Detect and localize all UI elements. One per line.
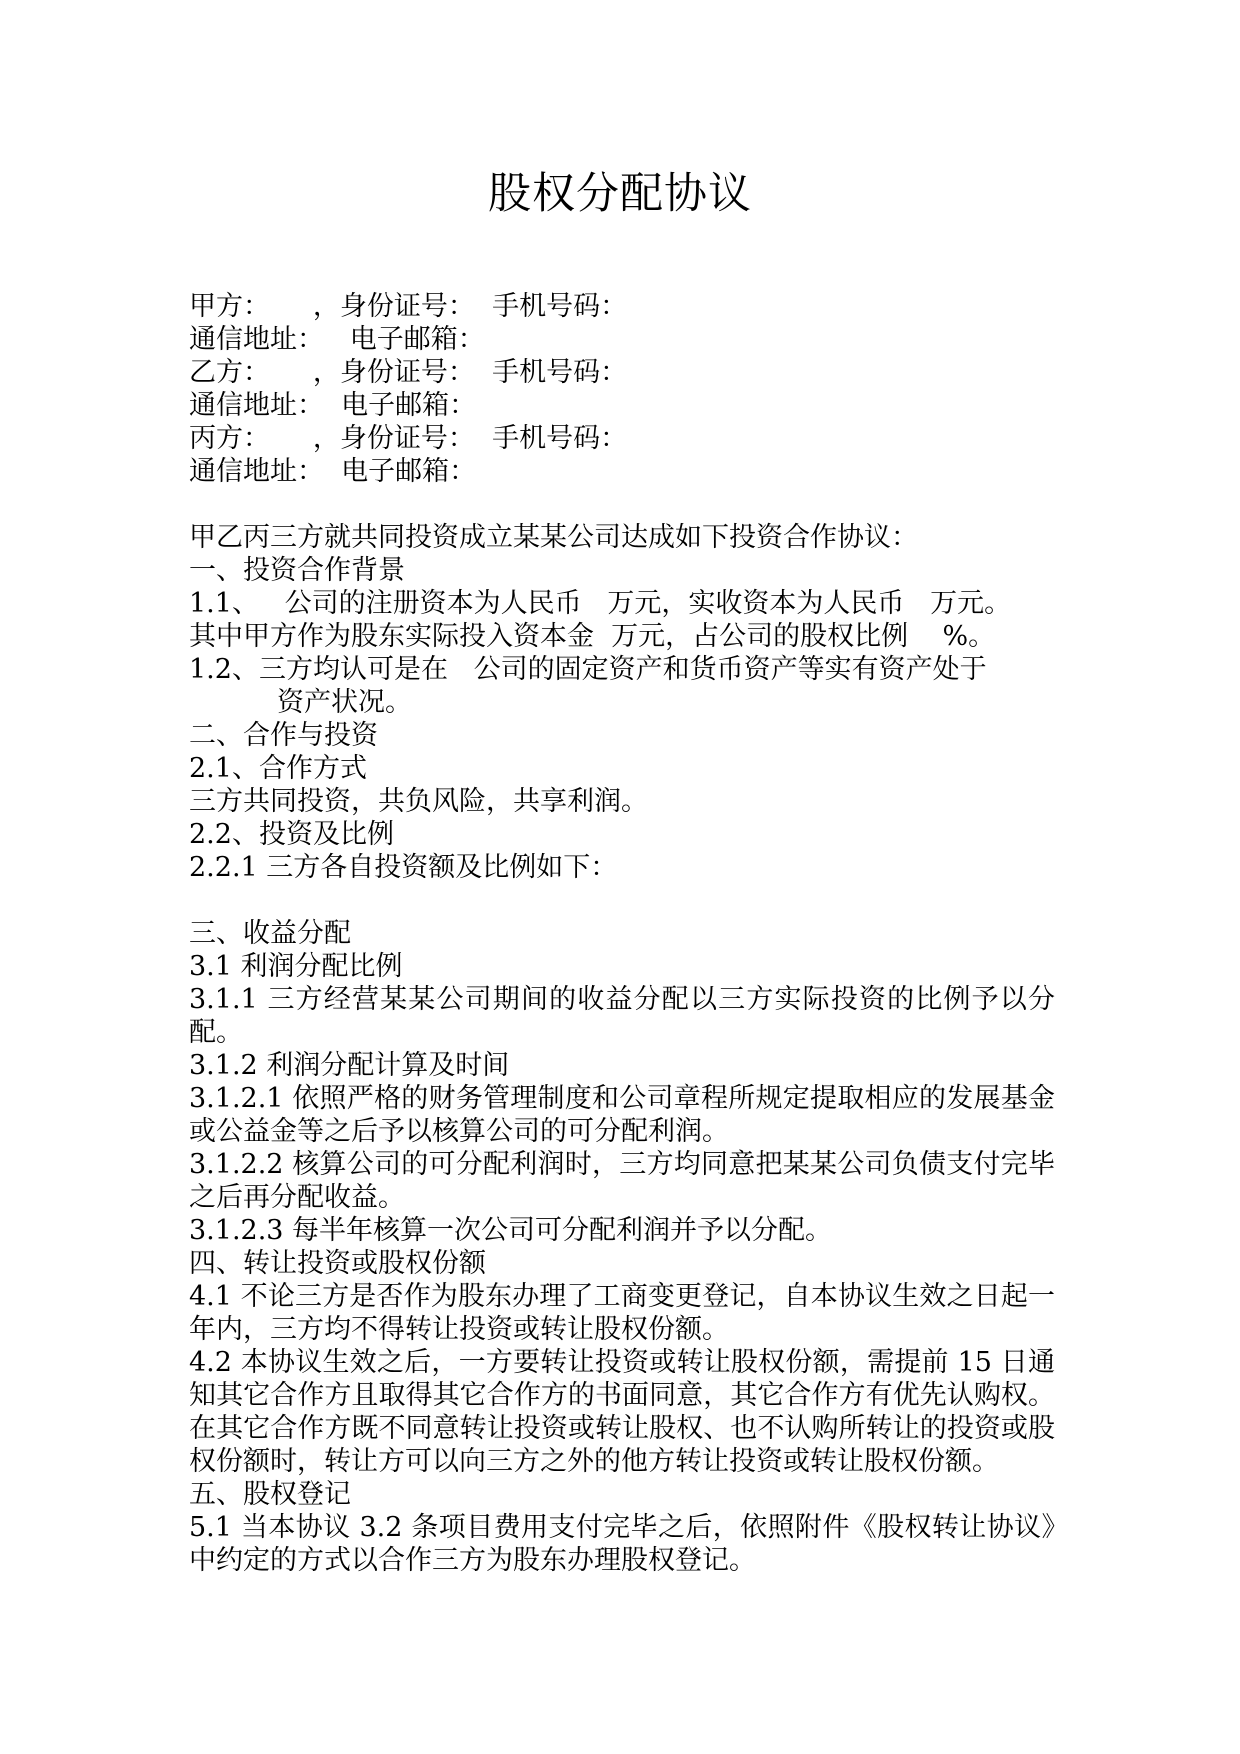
section-3-heading: 三、收益分配 [189, 918, 351, 949]
party-a-contact-line: 通信地址： 电子邮箱： [189, 324, 485, 355]
party-b-line: 乙方： ，身份证号： 手机号码： [189, 357, 628, 388]
section-4-heading: 四、转让投资或股权份额 [189, 1248, 486, 1279]
clause-2-2-heading: 2.2、投资及比例 [189, 819, 394, 850]
clause-1-1-line-1: 1.1、 公司的注册资本为人民币 万元，实收资本为人民币 万元。 [189, 588, 1012, 619]
clause-1-2-line-1: 1.2、三方均认可是在 公司的固定资产和货币资产等实有资产处于 [189, 654, 987, 685]
clause-3-1-2-2-text: 3.1.2.2 核算公司的可分配利润时，三方均同意把某某公司负债支付完毕之后再分配收益。 [189, 1149, 1055, 1213]
intro-paragraph: 甲乙丙三方就共同投资成立某某公司达成如下投资合作协议： [189, 522, 918, 553]
clause-1-1-line-2: 其中甲方作为股东实际投入资本金 万元，占公司的股权比例 %。 [189, 621, 996, 652]
clause-3-1-2-1-text: 3.1.2.1 依照严格的财务管理制度和公司章程所规定提取相应的发展基金或公益金等之后予以核算公司的可分配利润。 [189, 1083, 1055, 1147]
party-b-contact-line: 通信地址： 电子邮箱： [189, 390, 477, 421]
clause-2-1-text: 三方共同投资，共负风险，共享利润。 [189, 786, 648, 817]
party-a-line: 甲方： ，身份证号： 手机号码： [189, 291, 628, 322]
document-body [189, 290, 1055, 1577]
party-c-line: 丙方： ，身份证号： 手机号码： [189, 423, 628, 454]
clause-2-2-1-text: 2.2.1 三方各自投资额及比例如下： [189, 852, 618, 883]
clause-3-1-2-heading: 3.1.2 利润分配计算及时间 [189, 1050, 510, 1081]
section-1-heading: 一、投资合作背景 [189, 555, 405, 586]
clause-3-1-heading: 3.1 利润分配比例 [189, 951, 403, 982]
section-5-heading: 五、股权登记 [189, 1479, 351, 1510]
clause-3-1-2-3-text: 3.1.2.3 每半年核算一次公司可分配利润并予以分配。 [189, 1215, 833, 1246]
spacer [189, 488, 1055, 521]
clause-2-1-heading: 2.1、合作方式 [189, 753, 367, 784]
clause-3-1-1-text: 3.1.1 三方经营某某公司期间的收益分配以三方实际投资的比例予以分配。 [189, 984, 1055, 1048]
clause-1-2-line-2: 资产状况。 [277, 687, 412, 718]
section-2-heading: 二、合作与投资 [189, 720, 378, 751]
clause-4-2-text: 4.2 本协议生效之后，一方要转让投资或转让股权份额，需提前 15 日通知其它合作方且取得其它合作方的书面同意，其它合作方有优先认购权。在其它合作方既不同意转让投资或转让股权、也不认购所转让的投资或股权份额时，转让方可以向三方之外的他方转让投资或转让股权份额。 [189, 1347, 1055, 1477]
document-title: 股权分配协议 [488, 169, 752, 219]
party-c-contact-line: 通信地址： 电子邮箱： [189, 456, 477, 487]
clause-4-1-text: 4.1 不论三方是否作为股东办理了工商变更登记，自本协议生效之日起一年内，三方均不得转让投资或转让股权份额。 [189, 1281, 1055, 1345]
clause-5-1-text: 5.1 当本协议 3.2 条项目费用支付完毕之后，依照附件《股权转让协议》中约定的方式以合作三方为股东办理股权登记。 [189, 1512, 1055, 1576]
spacer [189, 884, 1055, 917]
